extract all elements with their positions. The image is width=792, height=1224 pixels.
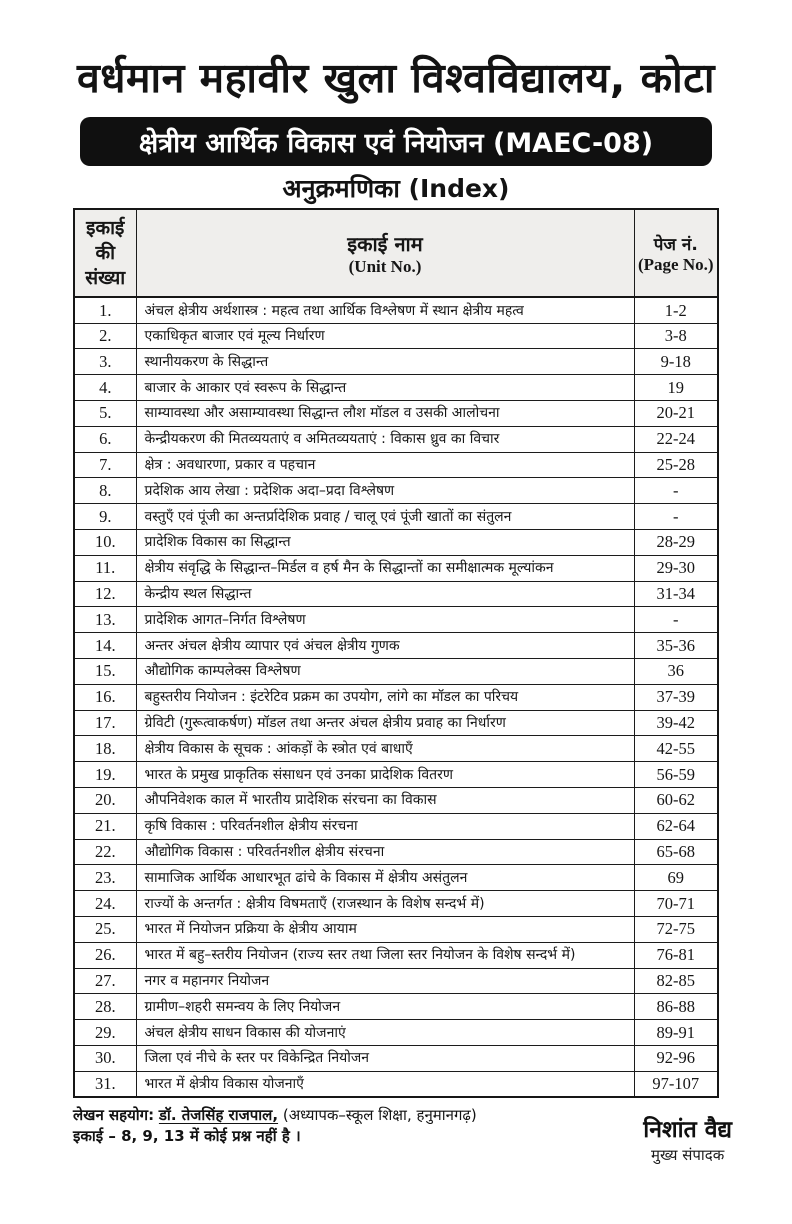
page-number-cell: 35-36 — [634, 633, 718, 659]
page-number-cell: - — [634, 607, 718, 633]
unit-number-cell: 21. — [74, 813, 136, 839]
unit-name-cell: औद्योगिक विकास : परिवर्तनशील क्षेत्रीय संरचना — [136, 839, 634, 865]
unit-name-cell: भारत के प्रमुख प्राकृतिक संसाधन एवं उनका प्रादेशिक वितरण — [136, 762, 634, 788]
editor-title: मुख्य संपादक — [651, 1146, 725, 1165]
unit-number-cell: 20. — [74, 788, 136, 814]
page-number-header-english: (Page No.) — [637, 254, 714, 274]
unit-name-cell: कृषि विकास : परिवर्तनशील क्षेत्रीय संरचना — [136, 813, 634, 839]
unit-name-cell: औपनिवेशक काल में भारतीय प्रादेशिक संरचना का विकास — [136, 788, 634, 814]
unit-number-cell: 26. — [74, 942, 136, 968]
page-number-cell: 72-75 — [634, 917, 718, 943]
index-table — [73, 208, 719, 1098]
table-row — [74, 736, 718, 762]
unit-number-cell: 14. — [74, 633, 136, 659]
unit-name-header-english: (Unit No.) — [348, 256, 422, 276]
unit-name-cell: प्रदेशिक आय लेखा : प्रदेशिक अदा–प्रदा विश्लेषण — [136, 478, 634, 504]
page-number-cell: - — [634, 504, 718, 530]
page-number-cell: 69 — [634, 865, 718, 891]
table-row — [74, 891, 718, 917]
table-row — [74, 452, 718, 478]
unit-name-cell: साम्यावस्था और असाम्यावस्था सिद्धान्त लौश मॉडल व उसकी आलोचना — [136, 401, 634, 427]
page-number-column-header — [634, 209, 718, 297]
unit-name-cell: केन्द्रीयकरण की मितव्ययताएं व अमितव्ययताएं : विकास ध्रुव का विचार — [136, 426, 634, 452]
unit-name-cell: बहुस्तरीय नियोजन : इंटरेटिव प्रक्रम का उपयोग, लांगे का मॉडल का परिचय — [136, 684, 634, 710]
page-number-cell: 1-2 — [634, 297, 718, 323]
unit-number-cell: 19. — [74, 762, 136, 788]
page-number-cell: 62-64 — [634, 813, 718, 839]
table-row — [74, 968, 718, 994]
unit-number-cell: 29. — [74, 1020, 136, 1046]
unit-name-cell: औद्योगिक काम्पलेक्स विश्लेषण — [136, 659, 634, 685]
unit-number-cell: 30. — [74, 1046, 136, 1072]
table-row — [74, 865, 718, 891]
unit-name-cell: अंचल क्षेत्रीय अर्थशास्त्र : महत्व तथा आर्थिक विश्लेषण में स्थान क्षेत्रीय महत्व — [136, 297, 634, 323]
editor-name: निशांत वैद्य — [643, 1117, 732, 1143]
table-row — [74, 581, 718, 607]
unit-name-cell: नगर व महानगर नियोजन — [136, 968, 634, 994]
unit-number-cell: 1. — [74, 297, 136, 323]
table-row — [74, 762, 718, 788]
credit-detail: (अध्यापक–स्कूल शिक्षा, हनुमानगढ़) — [282, 1106, 477, 1125]
table-row — [74, 994, 718, 1020]
unit-name-cell: भारत में नियोजन प्रक्रिया के क्षेत्रीय आयाम — [136, 917, 634, 943]
table-row — [74, 426, 718, 452]
page-number-cell: 9-18 — [634, 349, 718, 375]
table-header-row — [74, 209, 718, 297]
unit-name-cell: जिला एवं नीचे के स्तर पर विकेन्द्रित नियोजन — [136, 1046, 634, 1072]
unit-name-cell: केन्द्रीय स्थल सिद्धान्त — [136, 581, 634, 607]
page-number-cell: 76-81 — [634, 942, 718, 968]
page-number-cell: 22-24 — [634, 426, 718, 452]
unit-name-header-hindi: इकाई नाम — [347, 231, 423, 256]
unit-name-cell: स्थानीयकरण के सिद्धान्त — [136, 349, 634, 375]
page-number-cell: 29-30 — [634, 555, 718, 581]
unit-number-header-line3: संख्या — [85, 266, 126, 289]
table-row — [74, 349, 718, 375]
unit-name-cell: क्षेत्रीय विकास के सूचक : आंकड़ों के स्त्रोत एवं बाधाएँ — [136, 736, 634, 762]
editor-signature-block — [643, 1118, 732, 1165]
unit-name-cell: क्षेत्रीय संवृद्धि के सिद्धान्त–मिर्डल व हर्ष मैन के सिद्धान्तों का समीक्षात्मक मूल्यांकन — [136, 555, 634, 581]
unit-number-cell: 6. — [74, 426, 136, 452]
page-number-cell: 25-28 — [634, 452, 718, 478]
table-row — [74, 917, 718, 943]
unit-number-cell: 15. — [74, 659, 136, 685]
table-row — [74, 297, 718, 323]
page-number-cell: 37-39 — [634, 684, 718, 710]
table-row — [74, 710, 718, 736]
table-row — [74, 1020, 718, 1046]
table-row — [74, 530, 718, 556]
table-row — [74, 607, 718, 633]
page-number-cell: 31-34 — [634, 581, 718, 607]
table-row — [74, 659, 718, 685]
page-number-cell: 92-96 — [634, 1046, 718, 1072]
unit-number-cell: 23. — [74, 865, 136, 891]
page-number-cell: 28-29 — [634, 530, 718, 556]
unit-name-cell: राज्यों के अन्तर्गत : क्षेत्रीय विषमताएँ (राजस्थान के विशेष सन्दर्भ में) — [136, 891, 634, 917]
unit-name-cell: ग्रामीण–शहरी समन्वय के लिए नियोजन — [136, 994, 634, 1020]
unit-number-cell: 3. — [74, 349, 136, 375]
index-heading: अनुक्रमणिका (Index) — [282, 174, 510, 204]
table-row — [74, 633, 718, 659]
unit-name-cell: बाजार के आकार एवं स्वरूप के सिद्धान्त — [136, 375, 634, 401]
page-number-cell: - — [634, 478, 718, 504]
unit-name-cell: वस्तुएँ एवं पूंजी का अन्तर्प्रादेशिक प्रवाह / चालू एवं पूंजी खातों का संतुलन — [136, 504, 634, 530]
unit-number-header-line1: इकाई — [86, 217, 125, 240]
index-table-body — [74, 297, 718, 1097]
credit-name: डॉ. तेजसिंह राजपाल, — [158, 1106, 279, 1125]
unit-name-cell: क्षेत्र : अवधारणा, प्रकार व पहचान — [136, 452, 634, 478]
unit-number-cell: 22. — [74, 839, 136, 865]
unit-number-header-line2: की — [95, 242, 115, 265]
table-row — [74, 942, 718, 968]
page-number-cell: 42-55 — [634, 736, 718, 762]
table-row — [74, 375, 718, 401]
credit-label: लेखन सहयोग: — [73, 1106, 155, 1125]
unit-number-cell: 4. — [74, 375, 136, 401]
unit-number-cell: 17. — [74, 710, 136, 736]
table-row — [74, 839, 718, 865]
page-number-cell: 20-21 — [634, 401, 718, 427]
unit-number-cell: 8. — [74, 478, 136, 504]
page-number-cell: 56-59 — [634, 762, 718, 788]
table-row — [74, 1071, 718, 1097]
page-number-cell: 97-107 — [634, 1071, 718, 1097]
page-number-cell: 70-71 — [634, 891, 718, 917]
table-row — [74, 555, 718, 581]
page-number-cell: 39-42 — [634, 710, 718, 736]
unit-name-cell: प्रादेशिक विकास का सिद्धान्त — [136, 530, 634, 556]
unit-number-cell: 25. — [74, 917, 136, 943]
page-number-cell: 65-68 — [634, 839, 718, 865]
unit-number-cell: 16. — [74, 684, 136, 710]
page-number-cell: 86-88 — [634, 994, 718, 1020]
unit-number-cell: 11. — [74, 555, 136, 581]
table-row — [74, 478, 718, 504]
course-banner — [80, 117, 712, 166]
table-row — [74, 401, 718, 427]
unit-number-cell: 24. — [74, 891, 136, 917]
unit-number-cell: 5. — [74, 401, 136, 427]
unit-number-cell: 28. — [74, 994, 136, 1020]
unit-name-column-header — [136, 209, 634, 297]
unit-number-cell: 10. — [74, 530, 136, 556]
unit-number-cell: 9. — [74, 504, 136, 530]
unit-number-cell: 27. — [74, 968, 136, 994]
unit-number-cell: 31. — [74, 1071, 136, 1097]
page-number-cell: 82-85 — [634, 968, 718, 994]
course-banner-text: क्षेत्रीय आर्थिक विकास एवं नियोजन (MAEC-08) — [138, 128, 654, 160]
table-row — [74, 813, 718, 839]
index-table-header — [74, 209, 718, 297]
table-row — [74, 1046, 718, 1072]
unit-name-cell: अन्तर अंचल क्षेत्रीय व्यापार एवं अंचल क्षेत्रीय गुणक — [136, 633, 634, 659]
page-number-cell: 19 — [634, 375, 718, 401]
table-row — [74, 788, 718, 814]
unit-name-cell: अंचल क्षेत्रीय साधन विकास की योजनाएं — [136, 1020, 634, 1046]
university-title: वर्धमान महावीर खुला विश्वविद्यालय, कोटा — [76, 54, 716, 102]
unit-number-cell: 7. — [74, 452, 136, 478]
unit-name-cell: भारत में क्षेत्रीय विकास योजनाएँ — [136, 1071, 634, 1097]
page-number-cell: 60-62 — [634, 788, 718, 814]
exam-note: इकाई – 8, 9, 13 में कोई प्रश्न नहीं है । — [73, 1127, 301, 1146]
page-number-cell: 89-91 — [634, 1020, 718, 1046]
unit-name-cell: प्रादेशिक आगत–निर्गत विश्लेषण — [136, 607, 634, 633]
table-row — [74, 323, 718, 349]
unit-number-cell: 18. — [74, 736, 136, 762]
table-row — [74, 684, 718, 710]
unit-number-column-header — [74, 209, 136, 297]
unit-name-cell: एकाधिकृत बाजार एवं मूल्य निर्धारण — [136, 323, 634, 349]
unit-number-cell: 12. — [74, 581, 136, 607]
unit-name-cell: ग्रेविटी (गुरूत्वाकर्षण) मॉडल तथा अन्तर अंचल क्षेत्रीय प्रवाह का निर्धारण — [136, 710, 634, 736]
page-number-cell: 36 — [634, 659, 718, 685]
unit-name-cell: भारत में बहु–स्तरीय नियोजन (राज्य स्तर तथा जिला स्तर नियोजन के विशेष सन्दर्भ में) — [136, 942, 634, 968]
table-row — [74, 504, 718, 530]
unit-number-cell: 2. — [74, 323, 136, 349]
unit-name-cell: सामाजिक आर्थिक आधारभूत ढांचे के विकास में क्षेत्रीय असंतुलन — [136, 865, 634, 891]
unit-number-cell: 13. — [74, 607, 136, 633]
page-number-cell: 3-8 — [634, 323, 718, 349]
page-number-header-hindi: पेज नं. — [653, 234, 698, 255]
